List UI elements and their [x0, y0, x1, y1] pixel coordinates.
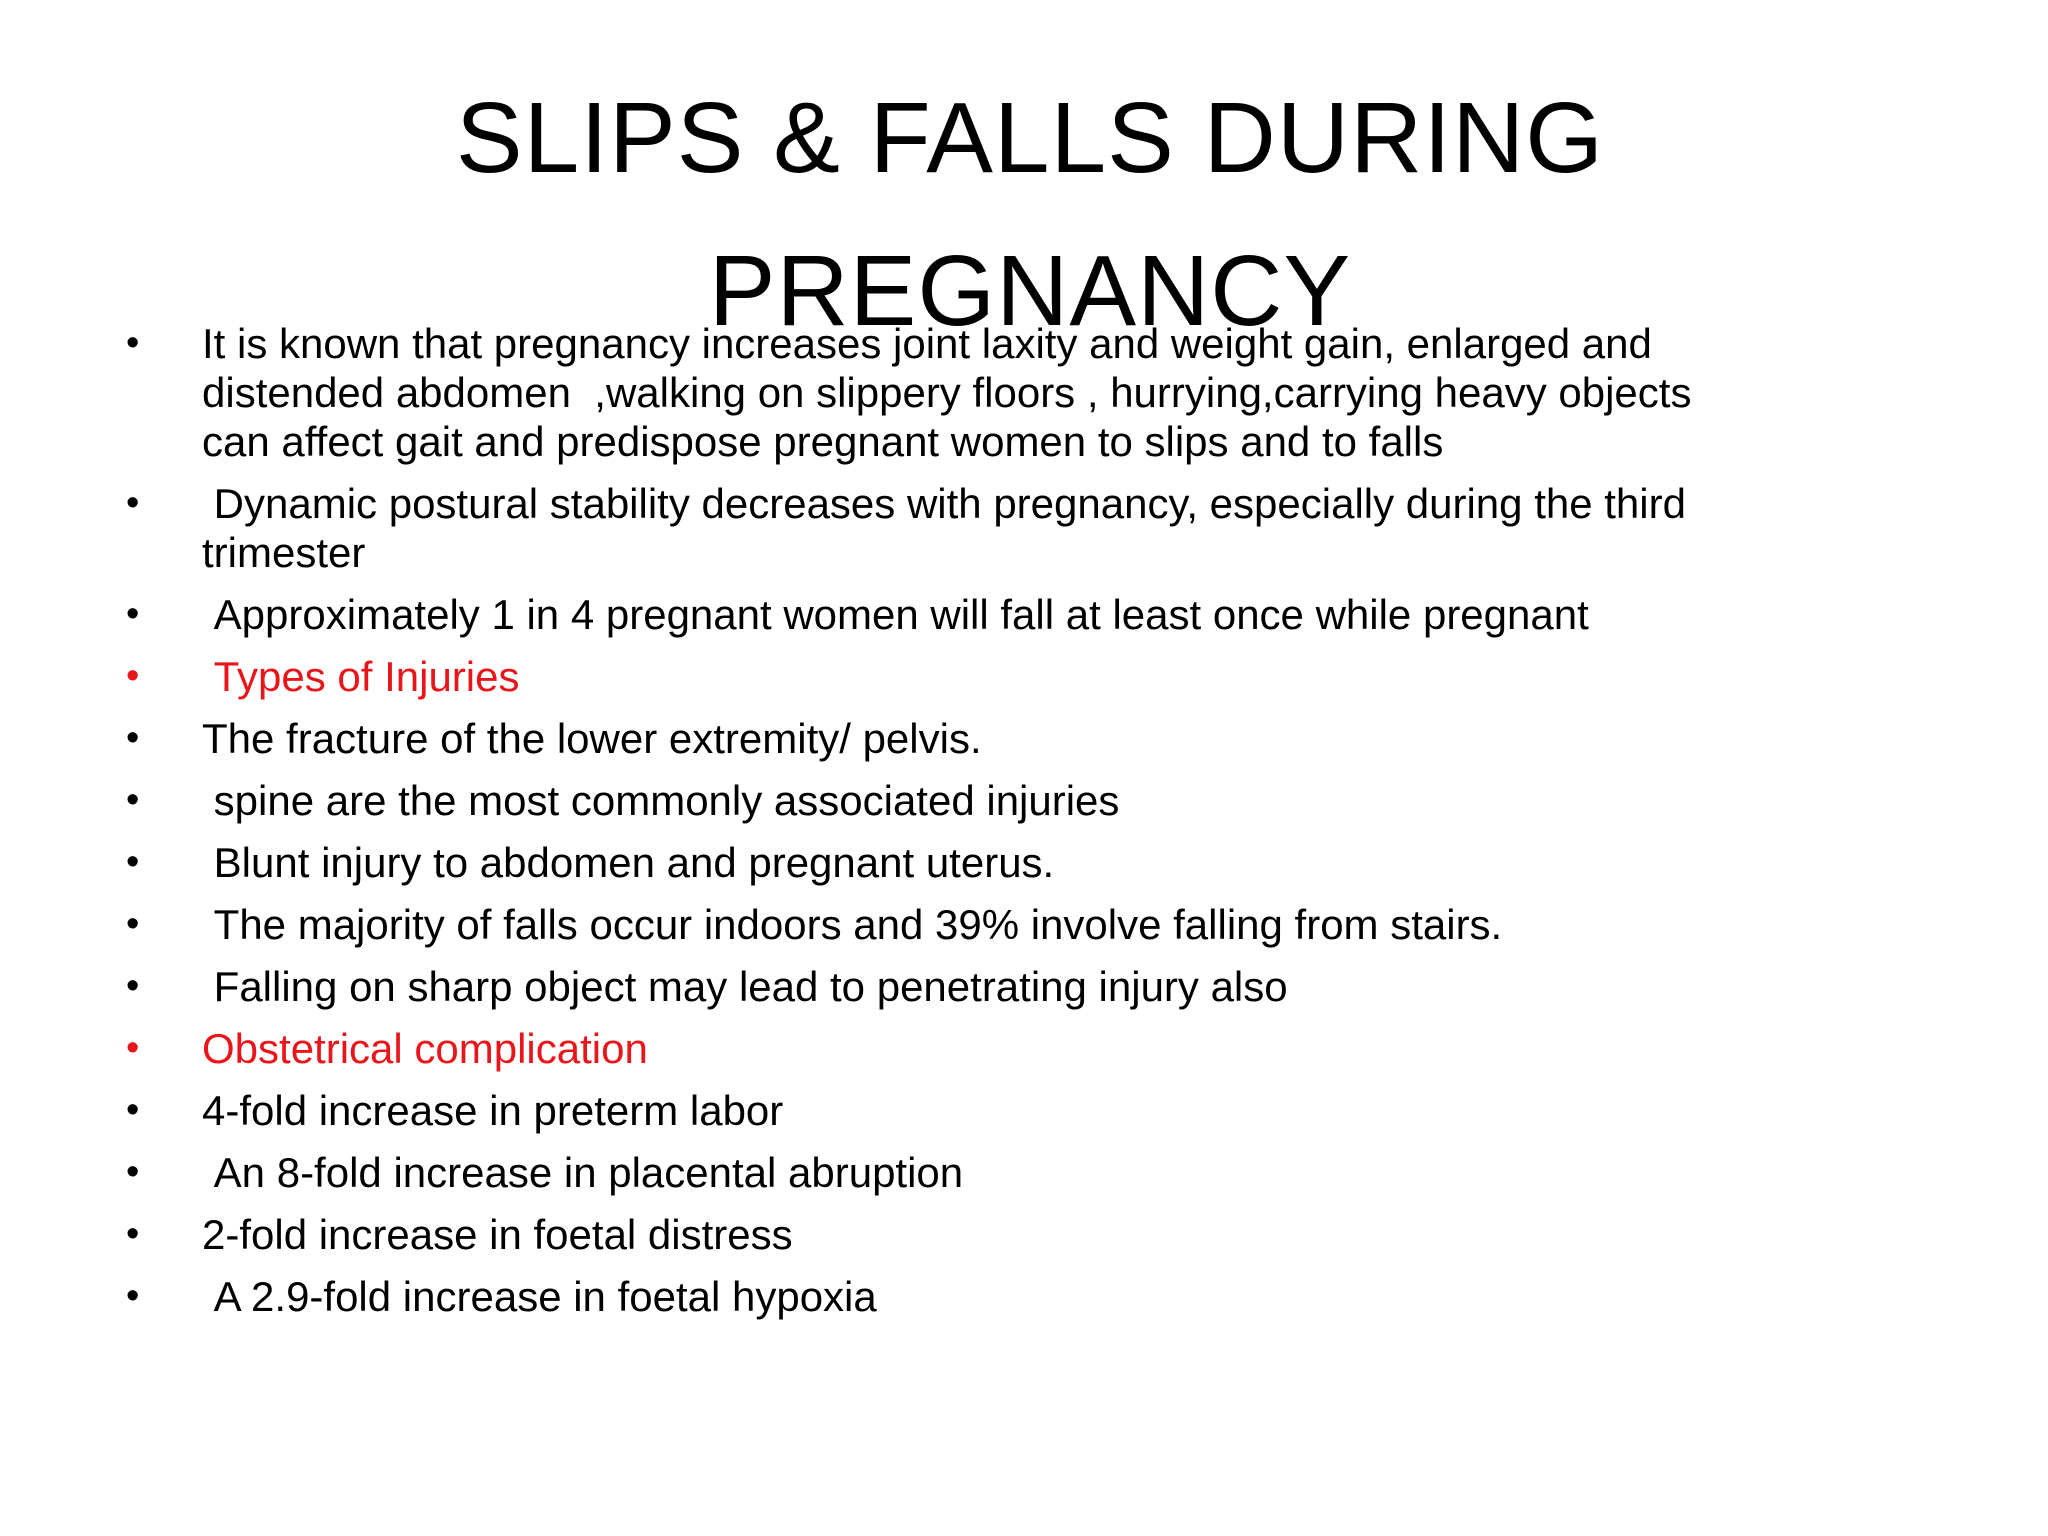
- title-line-1: SLIPS & FALLS DURING: [455, 82, 1605, 194]
- bullet-dot-icon: •: [126, 482, 140, 524]
- bullet-text: Blunt injury to abdomen and pregnant uterus.: [202, 839, 1055, 886]
- bullet-dot-icon: •: [126, 655, 140, 697]
- bullet-dot-icon: •: [126, 1213, 140, 1255]
- bullet-item: [122, 776, 1922, 825]
- bullet-dot-icon: •: [126, 322, 140, 364]
- bullet-dot-icon: •: [126, 1089, 140, 1131]
- bullet-item: [122, 962, 1922, 1011]
- bullet-item: [122, 590, 1922, 639]
- bullet-text: 4-fold increase in preterm labor: [202, 1087, 784, 1134]
- bullet-text: Obstetrical complication: [202, 1025, 648, 1072]
- bullet-dot-icon: •: [126, 903, 140, 945]
- bullet-text: spine are the most commonly associated injuries: [202, 777, 1120, 824]
- bullet-dot-icon: •: [126, 593, 140, 635]
- bullet-item-heading: [122, 1024, 1922, 1073]
- bullet-text: Dynamic postural stability decreases with pregnancy, especially during the third trimester: [202, 480, 1686, 576]
- title-line-2: PREGNANCY: [708, 235, 1352, 347]
- bullet-item: [122, 479, 1922, 577]
- bullet-text: Types of Injuries: [202, 653, 520, 700]
- bullet-item: [122, 319, 1922, 466]
- bullet-item: [122, 1086, 1922, 1135]
- bullet-text: It is known that pregnancy increases joint laxity and weight gain, enlarged and distended abdomen ,walking on slippery floors , hurrying,carrying heavy objects can affect gait and predispose pregnant women to slips and to falls: [202, 320, 1692, 465]
- bullet-dot-icon: •: [126, 841, 140, 883]
- bullet-text: 2-fold increase in foetal distress: [202, 1211, 793, 1258]
- bullet-item: [122, 900, 1922, 949]
- bullet-item: [122, 1148, 1922, 1197]
- bullet-text: Falling on sharp object may lead to penetrating injury also: [202, 963, 1288, 1010]
- bullet-list: [122, 319, 1922, 1334]
- bullet-dot-icon: •: [126, 1027, 140, 1069]
- bullet-text: The majority of falls occur indoors and 39% involve falling from stairs.: [202, 901, 1503, 948]
- bullet-item: [122, 1272, 1922, 1321]
- bullet-item: [122, 1210, 1922, 1259]
- bullet-dot-icon: •: [126, 717, 140, 759]
- bullet-dot-icon: •: [126, 1275, 140, 1317]
- bullet-dot-icon: •: [126, 779, 140, 821]
- bullet-dot-icon: •: [126, 1151, 140, 1193]
- bullet-text: The fracture of the lower extremity/ pelvis.: [202, 715, 982, 762]
- bullet-text: An 8-fold increase in placental abruption: [202, 1149, 964, 1196]
- bullet-dot-icon: •: [126, 965, 140, 1007]
- bullet-item-heading: [122, 652, 1922, 701]
- bullet-text: A 2.9-fold increase in foetal hypoxia: [202, 1273, 877, 1320]
- bullet-item: [122, 714, 1922, 763]
- bullet-item: [122, 838, 1922, 887]
- bullet-text: Approximately 1 in 4 pregnant women will fall at least once while pregnant: [202, 591, 1589, 638]
